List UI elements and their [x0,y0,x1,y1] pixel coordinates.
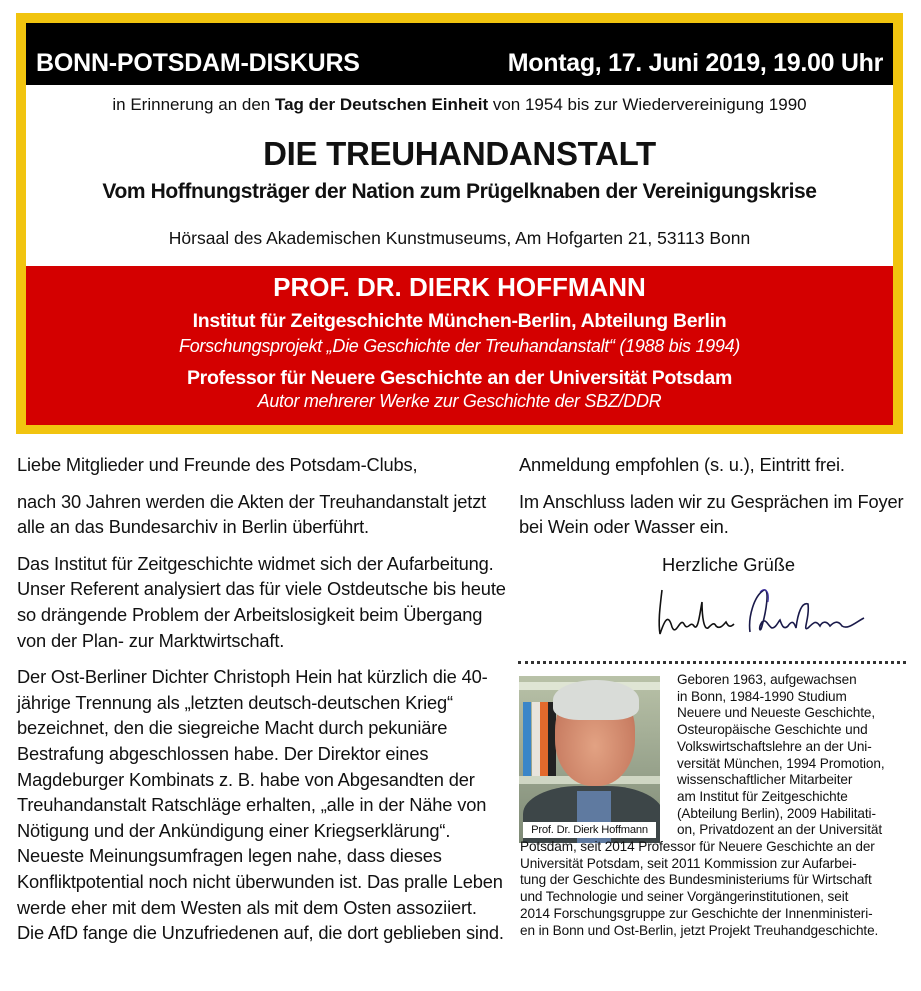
event-datetime: Montag, 17. Juni 2019, 19.00 Uhr [507,49,883,77]
bio-line: tung der Geschichte des Bundesministeriums für Wirtschaft [520,872,872,888]
top-bar [26,23,893,85]
letter-paragraph: Der Ost-Berliner Dichter Christoph Hein hat kürzlich die 40-jährige Trennung als „letzten deutsch-deutschen Krieg“ bezeichnet, den die siegreiche Macht durch pekuniäre Bestrafung abgeschlossen habe. Der Direktor eines Magdeburger Kombinats z. B. habe von Abgesandten der Treuhandanstalt Ratschläge erhalten, „alle in der Nähe von Nötigung und der Ankündigung einer Kriegserklärung“. Neueste Meinungsumfragen legen nahe, dass dieses Konfliktpotential noch nicht überwunden ist. Das pralle Leben werde eher mit dem Westen als mit dem Osten assoziiert. Die AfD fange die Unzufriedenen auf, die dort geblieben sind. [17,666,504,944]
series-title: BONN-POTSDAM-DISKURS [36,49,360,77]
bio-line: und Technologie und seiner Vorgängerinstitutionen, seit [520,889,849,905]
bio-line: am Institut für Zeitgeschichte [677,788,848,804]
bio-line: 2014 Forschungsgruppe zur Geschichte der Innenministeri- [520,905,873,921]
letter-right-column [519,452,909,551]
event-title: DIE TREUHANDANSTALT [263,135,656,172]
memo-post: von 1954 bis zur Wiedervereinigung 1990 [488,95,807,114]
letter-left-column [17,452,507,957]
bio-line: versität München, 1994 Promotion, [677,755,885,771]
speaker-project: Forschungsprojekt „Die Geschichte der Treuhandanstalt“ (1988 bis 1994) [179,336,740,356]
letter-paragraph: Das Institut für Zeitgeschichte widmet sich der Aufarbeitung. Unser Referent analysiert das für viele Ostdeutsche bis heute so drängende Problem der Arbeitslosigkeit beim Übergang von der Plan- zur Marktwirtschaft. [17,552,506,651]
event-info [26,85,893,266]
speaker-author: Autor mehrerer Werke zur Geschichte der SBZ/DDR [257,391,662,411]
reception-note: Im Anschluss laden wir zu Gesprächen im Foyer bei Wein oder Wasser ein. [519,490,904,538]
header-frame [16,13,903,434]
speaker-institute: Institut für Zeitgeschichte München-Berlin, Abteilung Berlin [192,310,727,332]
registration-note: Anmeldung empfohlen (s. u.), Eintritt frei. [519,454,845,475]
photo-caption: Prof. Dr. Dierk Hoffmann [523,822,656,838]
bio-line: in Bonn, 1984-1990 Studium [677,688,847,704]
bio-line: Volkswirtschaftslehre an der Uni- [677,738,872,754]
bio-line: Osteuropäische Geschichte und [677,722,868,738]
bio-line: Geboren 1963, aufgewachsen [677,672,857,687]
bio-line: wissenschaftlicher Mitarbeiter [677,772,853,788]
speaker-professorship: Professor für Neuere Geschichte an der Universität Potsdam [186,367,733,389]
header-inner [26,23,893,425]
letter-paragraph: nach 30 Jahren werden die Akten der Treuhandanstalt jetzt alle an das Bundesarchiv in Berlin überführt. [17,490,487,538]
memorial-line [26,95,893,115]
bio-line: Universität Potsdam, seit 2011 Kommission zur Aufarbei- [520,855,857,871]
memo-bold: Tag der Deutschen Einheit [274,95,489,114]
speaker-bio [520,672,912,939]
memo-pre: in Erinnerung an den [112,95,275,114]
event-venue: Hörsaal des Akademischen Kunstmuseums, Am Hofgarten 21, 53113 Bonn [168,228,751,248]
section-divider [518,661,906,664]
speaker-name: PROF. DR. DIERK HOFFMANN [273,272,646,302]
salutation: Liebe Mitglieder und Freunde des Potsdam-Clubs, [17,454,418,475]
event-subtitle: Vom Hoffnungsträger der Nation zum Prügelknaben der Vereinigungskrise [102,180,817,203]
bio-line: on, Privatdozent an der Universität [677,822,883,838]
closing: Herzliche Grüße [662,554,796,575]
bio-line: Potsdam, seit 2014 Professor für Neuere Geschichte an der [520,839,875,855]
bio-line: Neuere und Neueste Geschichte, [677,705,876,721]
bio-line: (Abteilung Berlin), 2009 Habilitati- [677,805,876,821]
bio-line: en in Bonn und Ost-Berlin, jetzt Projekt Treuhandgeschichte. [520,922,879,938]
signature-icon [650,582,900,642]
speaker-band [26,266,893,425]
